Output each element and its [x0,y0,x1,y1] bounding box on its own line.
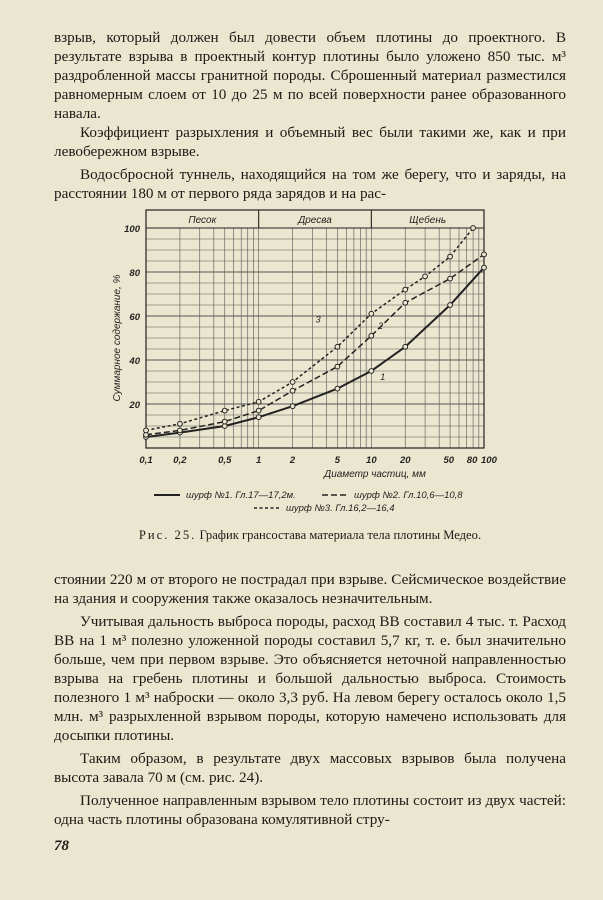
figure-caption [60,528,560,543]
series-line-1 [146,268,484,437]
data-point-series-1 [448,303,453,308]
y-tick-label: 60 [129,312,140,323]
x-tick-label: 1 [256,455,262,466]
caption-text: График грансостава материала тела плотины Медео. [199,528,482,542]
y-axis-label: Суммарное содержание, % [112,274,123,402]
x-tick-label: 10 [366,455,377,466]
legend-label-1: шурф №1. Гл.17—17,2м. [186,490,296,501]
data-point-series-3 [335,344,340,349]
data-point-series-2 [482,252,487,257]
data-point-series-1 [290,404,295,409]
data-point-series-2 [256,408,261,413]
data-point-series-2 [222,419,227,424]
paragraph: Коэффициент разрыхления и объемный вес были такими же, как и при левобережном взрыве. [54,124,566,160]
data-point-series-1 [403,344,408,349]
grain-size-chart [100,200,520,520]
x-tick-label: 20 [399,455,411,466]
curve-number-label: 3 [315,314,321,325]
data-point-series-3 [144,428,149,433]
paragraph: Таким образом, в результате двух массовых взрывов была получена высота завала 70 м (см. рис. 24). [54,750,566,786]
data-point-series-2 [369,333,374,338]
data-point-series-3 [448,254,453,259]
data-point-series-2 [290,388,295,393]
data-point-series-1 [482,265,487,270]
data-point-series-2 [178,428,183,433]
data-point-series-3 [256,399,261,404]
zone-label: Песок [188,215,217,226]
x-axis-label: Диаметр частиц, мм [324,469,426,480]
x-tick-label: 0,2 [173,455,187,466]
y-tick-label: 80 [129,268,140,279]
plot-frame [146,210,484,448]
data-point-series-2 [403,300,408,305]
x-tick-label: 100 [481,455,497,466]
data-point-series-3 [290,380,295,385]
zone-label: Щебень [409,215,447,226]
x-tick-label: 5 [334,455,341,466]
paragraph: Водосбросной туннель, находящийся на том же берегу, что и заряды, на расстоянии 180 м от первого ряда зарядов и на рас- [54,166,566,202]
x-tick-label: 50 [443,455,455,466]
curve-number-label: 1 [380,371,386,382]
page-number: 78 [54,838,69,854]
x-tick-label: 80 [466,455,478,466]
bottom-text-block [54,570,566,829]
top-text-block [54,28,566,203]
paragraph: взрыв, который должен был довести объем плотины до проектного. В результате взрыва в проектный контур плотины было уложено 850 тыс. м³ раздробленной массы гранитной породы. Сброшенный материал разместился равномерным слоем от 10 до 25 м по всей поверхности ранее образованного навала. [54,29,566,122]
paragraph: Учитывая дальность выброса породы, расход ВВ составил 4 тыс. т. Расход ВВ на 1 м³ полезно уложенной породы составил 5,7 кг, т. е. был значительно больше, чем при первом взрыве. Это объясняется неточной направленностью взрыва на гребень плотины и большой дальностью выброса. Стоимость полезного 1 м³ наброски — около 3,3 руб. На левом берегу осталось около 1,5 млн. м³ разрыхленной взрывом породы, которую намечено использовать для досыпки плотины. [54,613,566,744]
data-point-series-1 [256,415,261,420]
data-point-series-2 [335,364,340,369]
zone-label: Дресва [298,215,332,226]
data-point-series-3 [178,421,183,426]
data-point-series-1 [335,386,340,391]
caption-label: Рис. 25. [138,528,197,542]
data-point-series-3 [403,287,408,292]
x-tick-label: 0,5 [218,455,232,466]
x-tick-label: 2 [289,455,296,466]
data-point-series-3 [222,408,227,413]
x-tick-label: 0,1 [139,455,153,466]
data-point-series-3 [369,311,374,316]
y-tick-label: 100 [124,224,140,235]
curve-number-label: 2 [378,321,384,332]
legend-label-2: шурф №2. Гл.10,6—10,8 [354,490,463,501]
y-tick-label: 20 [129,400,140,411]
data-point-series-3 [423,274,428,279]
paragraph: стоянии 220 м от второго не пострадал при взрыве. Сейсмическое воздействие на здания и сооружения также оказалось незначительным. [54,571,566,607]
series-line-2 [146,254,484,434]
y-tick-label: 40 [129,356,140,367]
data-point-series-1 [369,369,374,374]
data-point-series-3 [471,226,476,231]
legend-label-3: шурф №3. Гл.16,2—16,4 [286,503,395,514]
paragraph: Полученное направленным взрывом тело плотины состоит из двух частей: одна часть плотины образована комулятивной стру- [54,792,566,828]
data-point-series-2 [448,276,453,281]
